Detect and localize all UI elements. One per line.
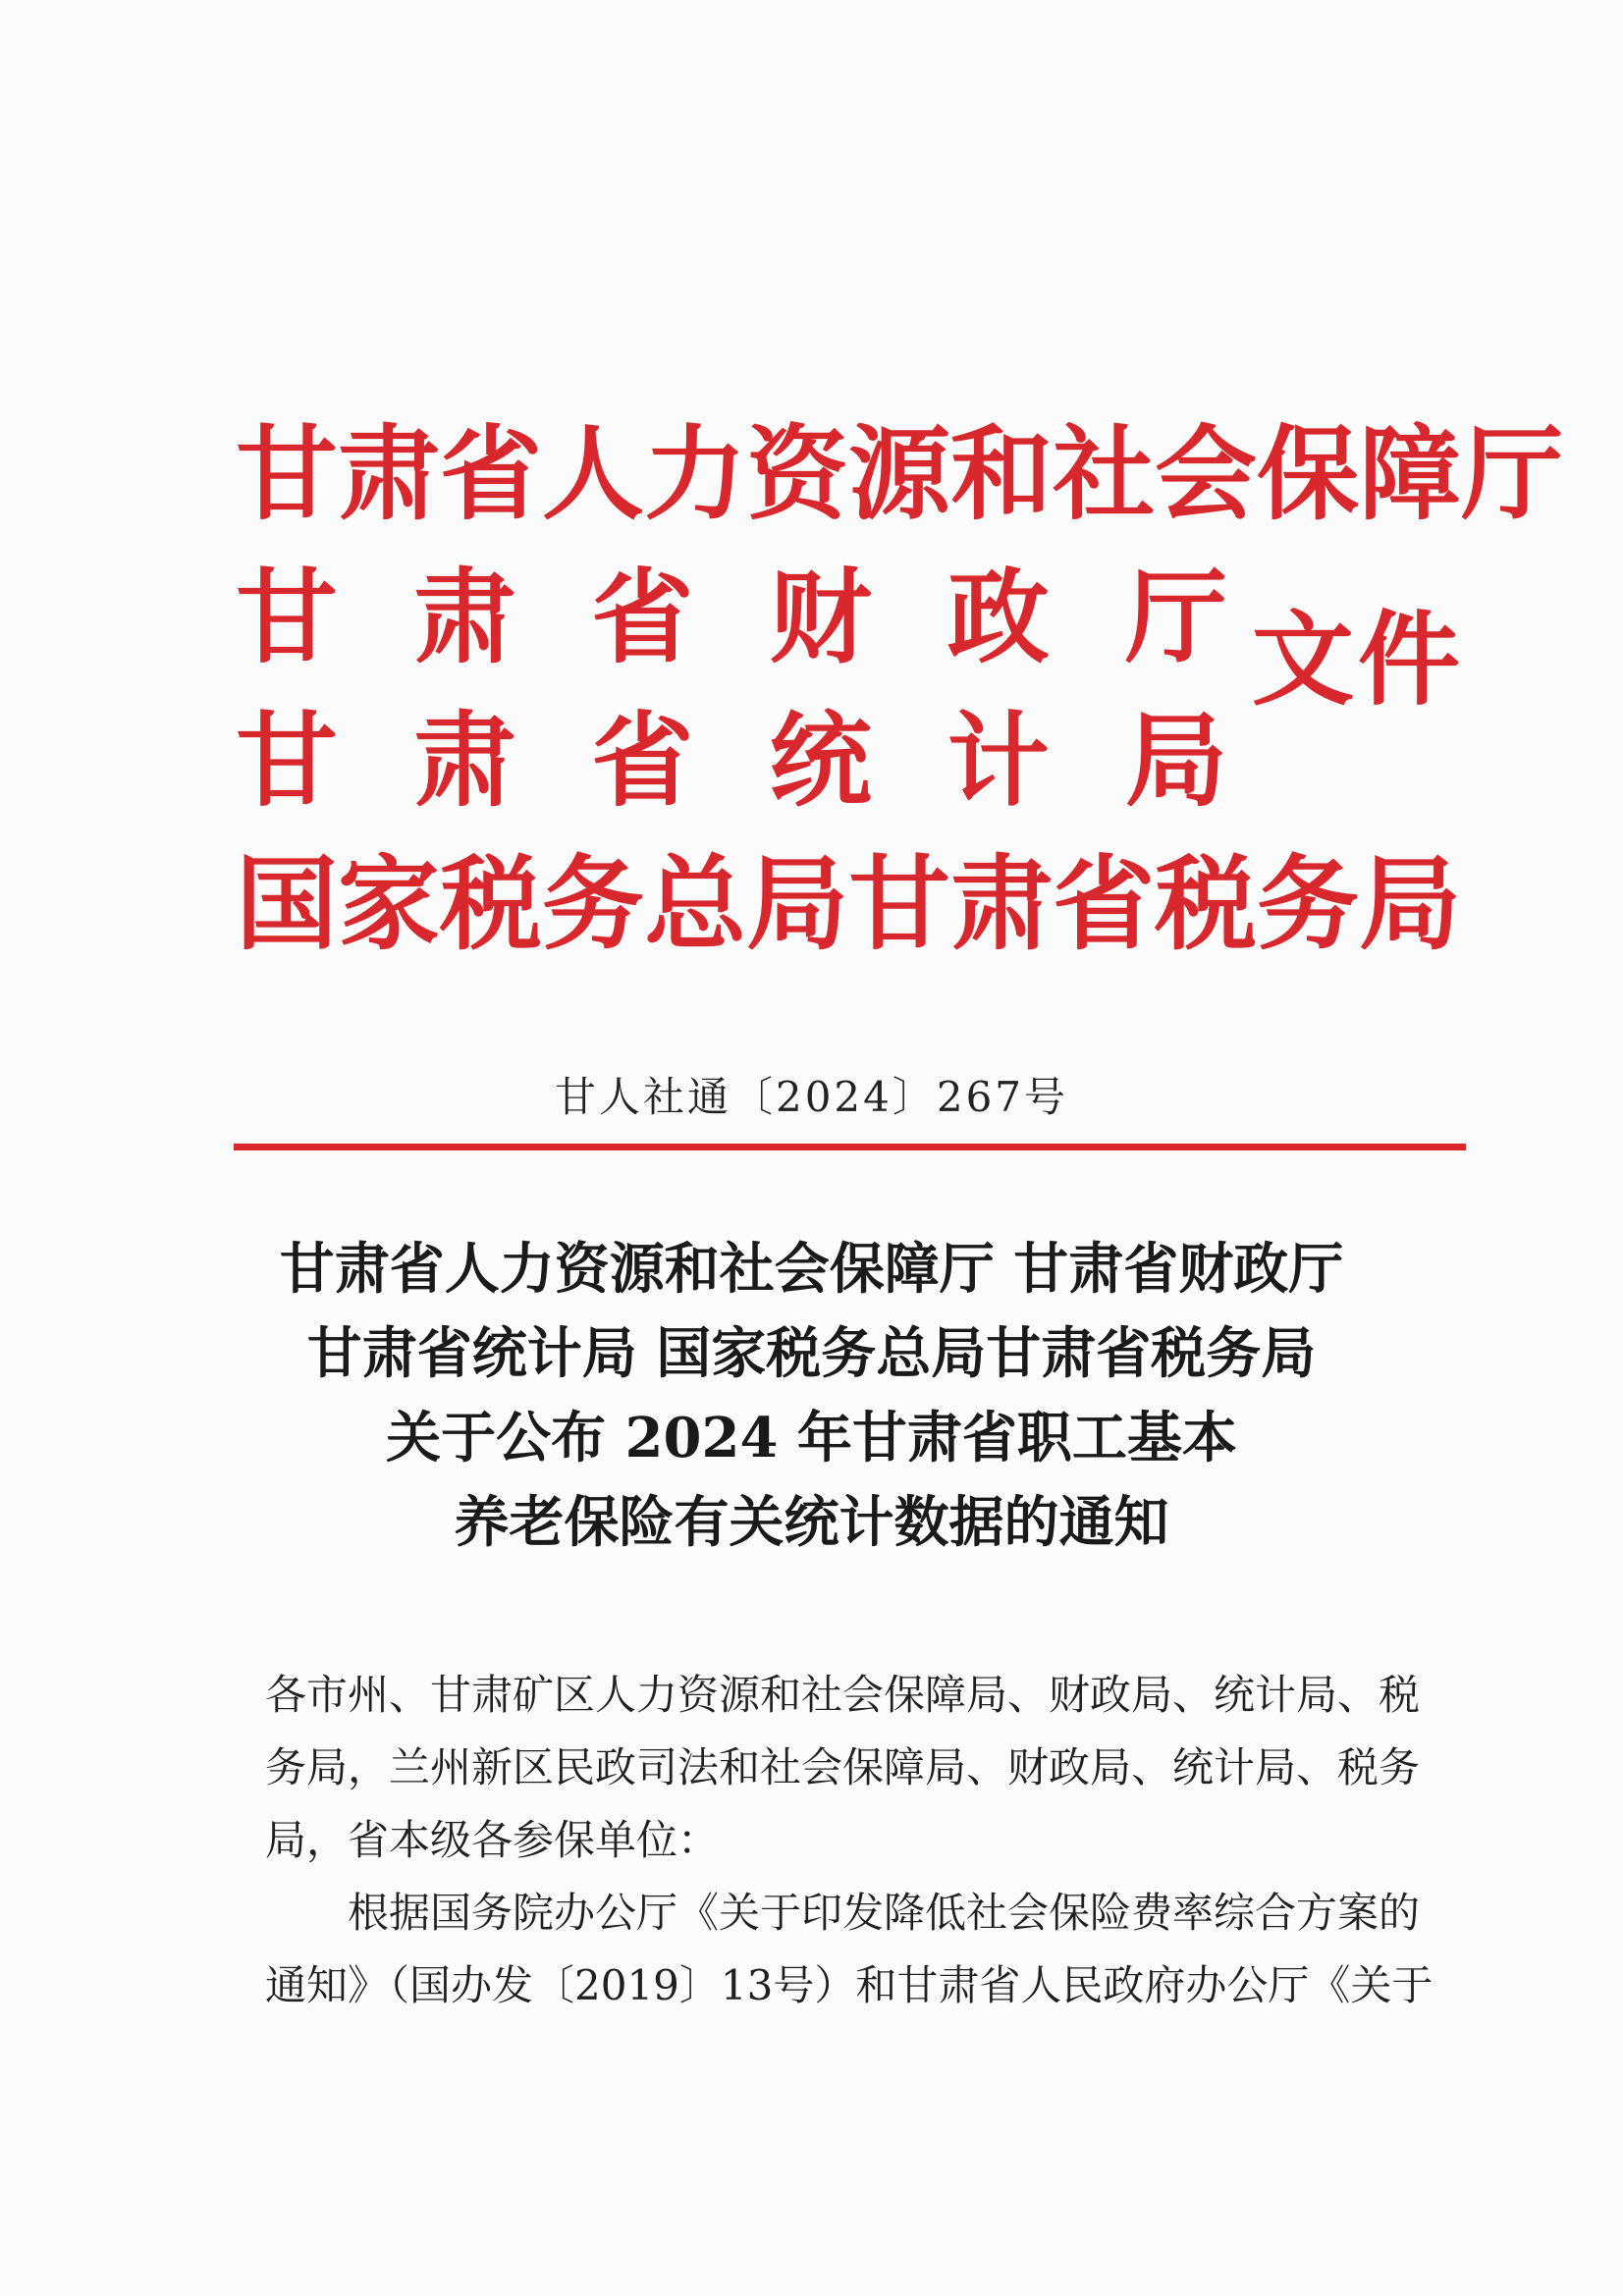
title-line: 甘肃省人力资源和社会保障厅 甘肃省财政厅 <box>279 1237 1344 1302</box>
document-number: 甘人社通〔2024〕267号 <box>554 1073 1069 1121</box>
body-line: 局，省本级各参保单位： <box>265 1816 720 1864</box>
document-title <box>0 1227 1623 1565</box>
red-divider <box>234 1144 1466 1150</box>
org-line: 国 家 税 务 总 局 甘 肃 省 税 务 局 <box>236 843 1462 964</box>
title-line: 养老保险有关统计数据的通知 <box>454 1490 1169 1555</box>
title-line: 甘肃省统计局 国家税务总局甘肃省税务局 <box>306 1321 1317 1386</box>
body-text <box>265 1659 1463 2022</box>
org-line: 甘 肃 省 财 政 厅 <box>236 557 1227 677</box>
org-line: 甘 肃 省 统 计 局 <box>236 700 1227 821</box>
body-line: 通知》（国办发〔2019〕13号）和甘肃省人民政府办公厅《关于 <box>265 1961 1434 2009</box>
title-line: 关于公布 2024 年甘肃省职工基本 <box>386 1406 1237 1470</box>
body-line: 务局，兰州新区民政司法和社会保障局、财政局、统计局、税务 <box>265 1743 1421 1791</box>
document-suffix: 文件 <box>1252 599 1465 720</box>
org-line: 甘 肃 省 人 力 资 源 和 社 会 保 障 厅 <box>236 413 1564 534</box>
body-line: 各市州、甘肃矿区人力资源和社会保障局、财政局、统计局、税 <box>265 1671 1421 1719</box>
body-line: 根据国务院办公厅《关于印发降低社会保险费率综合方案的 <box>348 1889 1421 1937</box>
